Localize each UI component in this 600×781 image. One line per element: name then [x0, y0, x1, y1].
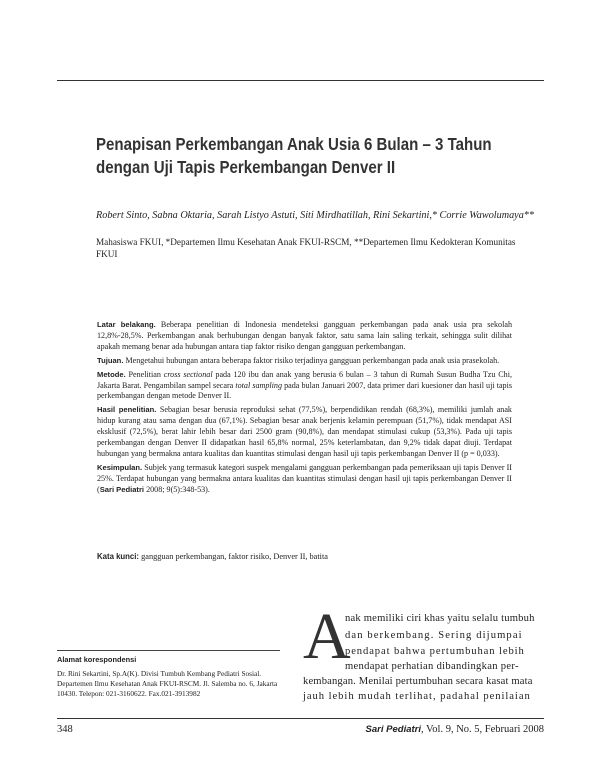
footer-journal: Sari Pediatri [365, 724, 421, 735]
conclusion-label: Kesimpulan. [97, 462, 143, 472]
top-rule [57, 80, 544, 81]
bottom-rule [57, 718, 544, 719]
article-title: Penapisan Perkembangan Anak Usia 6 Bulan – 3 Tahun dengan Uji Tapis Perkembangan Denver II [96, 134, 492, 177]
correspondence-heading: Alamat korespondensi [57, 655, 137, 664]
aim-label: Tujuan. [97, 355, 124, 365]
abstract-aim: Tujuan. Mengetahui hubungan antara beberapa faktor risiko terjadinya gangguan perkembangan pada anak usia prasekolah. [97, 355, 500, 365]
abstract-method: Metode. Penelitian cross sectional pada 120 ibu dan anak yang berusia 6 bulan – 3 tahun di Rumah Susun Budha Tzu Chi, Jakarta Barat. Pengambilan sampel secara total sampling pada bulan Januari 2007, data primer dari kuesioner dan hasil uji tapis perkembangan dengan metode Denver II. [97, 369, 512, 401]
method-label: Metode. [97, 369, 126, 379]
results-label: Hasil penelitian. [97, 405, 157, 415]
body-line: jauh lebih mudah terlihat, padahal penilaian [303, 691, 531, 702]
keywords-text: gangguan perkembangan, faktor risiko, Denver II, batita [141, 552, 328, 561]
footer-issue: , Vol. 9, No. 5, Februari 2008 [421, 724, 544, 735]
abstract-results: Hasil penelitian. Sebagian besar berusia reproduksi sehat (77,5%), berpendidikan rendah (68,3%), memiliki jumlah anak hidup kurang atau sama dengan dua (67,1%). Sebagian besar anak berjenis kelamin perempuan (51,7%), tidak mendapat ASI eksklusif (72,5%), berat lahir lebih besar dari 2500 gram (90,8%), dan mendapat stimulasi cukup (53,3%). Pada uji tapis perkembangan dengan Denver II didapatkan hasil 65,8% normal, 25% keterlambatan, dan 9,2% tidak dapat diuji. Terdapat hubungan yang bermakna antara kualitas dan kuantitas stimulasi dengan hasil uji tapis perkembangan Denver II (p = 0,033). [97, 405, 512, 458]
correspondence-text: Dr. Rini Sekartini, Sp.A(K). Divisi Tumbuh Kembang Pediatri Sosial. Departemen Ilmu Kesehatan Anak FKUI-RSCM. Jl. Salemba no. 6, Jakarta 10430. Telepon: 021-3160622. Fax.021-3913982 [57, 669, 278, 699]
abstract [97, 320, 512, 499]
drop-cap: A [303, 600, 351, 673]
body-line: mendapat perhatian dibandingkan per- [345, 661, 519, 672]
abstract-background: Latar belakang. Beberapa penelitian di Indonesia mendeteksi gangguan perkembangan pada anak usia pra sekolah 12,8%-28,5%. Perkembangan anak berhubungan dengan banyak faktor, satu sama lain saling terkait, sehingga sulit dilihat apakah memang benar ada hubungan antara tiap faktor risiko dengan gangguan perkembangan. [97, 320, 512, 351]
keywords [97, 551, 512, 562]
running-footer [340, 724, 544, 735]
author-affiliation: Mahasiswa FKUI, *Departemen Ilmu Kesehatan Anak FKUI-RSCM, **Departemen Ilmu Kedokteran Komunitas FKUI [96, 237, 516, 259]
page-number: 348 [57, 724, 73, 735]
keywords-label: Kata kunci: [97, 552, 140, 561]
body-line: kembangan. Menilai pertumbuhan secara kasat mata [303, 676, 533, 687]
background-label: Latar belakang. [97, 320, 156, 329]
correspondence-rule [57, 650, 280, 651]
citation-journal: Sari Pediatri [99, 484, 145, 494]
body-line: nak memiliki ciri khas yaitu selalu tumbuh [345, 613, 535, 624]
body-line: pendapat bahwa pertumbuhan lebih [345, 646, 525, 657]
author-list: Robert Sinto, Sabna Oktaria, Sarah Listyo Astuti, Siti Mirdhatillah, Rini Sekartini,* Corrie Wawolumaya** [96, 210, 534, 221]
abstract-conclusion: Kesimpulan. Subjek yang termasuk kategori suspek mengalami gangguan perkembangan pada pemeriksaan uji tapis Denver II 25%. Terdapat hubungan yang bermakna antara kualitas dan kuantitas stimulasi dengan hasil uji tapis perkembangan Denver II (Sari Pediatri 2008; 9(5):348-53). [97, 462, 513, 494]
body-line: dan berkembang. Sering dijumpai [345, 630, 523, 641]
correspondence [57, 655, 280, 699]
